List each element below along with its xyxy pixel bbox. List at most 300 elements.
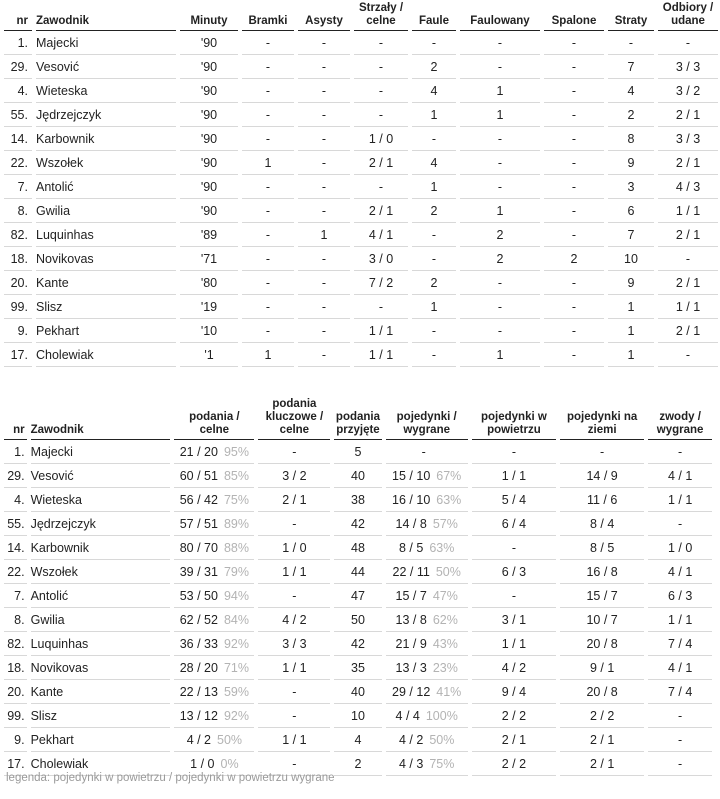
col-header-offsides: Spalone — [544, 2, 604, 31]
fouled-value: - — [460, 319, 540, 343]
col-header-recoveries: Odbiory / udane — [658, 2, 718, 31]
passes-cell-percent: 75% — [223, 492, 249, 507]
player-number: 55. — [4, 103, 32, 127]
offsides-value: - — [544, 223, 604, 247]
key-passes-value: 1 / 1 — [258, 728, 330, 752]
duels-cell-value: 29 / 12 — [392, 684, 431, 699]
dribbles-value: 1 / 0 — [648, 536, 712, 560]
shots-value: - — [354, 31, 408, 55]
duels-cell-value: 13 / 8 — [395, 612, 427, 627]
passes-cell-percent: 59% — [223, 684, 249, 699]
goals-value: 1 — [242, 343, 294, 367]
recoveries-value: - — [658, 31, 718, 55]
recoveries-value: 2 / 1 — [658, 103, 718, 127]
duels-cell-value: 22 / 11 — [392, 564, 430, 579]
player-name: Vesović — [31, 464, 171, 488]
losses-value: 1 — [608, 319, 654, 343]
passes-cell-percent: 92% — [223, 708, 249, 723]
key-passes-value: 2 / 1 — [258, 488, 330, 512]
duels-cell-percent: 43% — [432, 636, 458, 651]
fouls-value: 1 — [412, 103, 456, 127]
passes-cell — [174, 608, 254, 632]
table-row — [4, 151, 718, 175]
fouled-value: - — [460, 271, 540, 295]
col-header-goals: Bramki — [242, 2, 294, 31]
duels-cell-value: 15 / 7 — [395, 588, 427, 603]
passes-cell — [174, 440, 254, 464]
table-row — [4, 175, 718, 199]
minutes-value: '89 — [180, 223, 238, 247]
table-row — [4, 608, 712, 632]
ground-value: 2 / 1 — [560, 752, 644, 776]
offsides-value: - — [544, 79, 604, 103]
losses-value: 9 — [608, 271, 654, 295]
player-name: Gwilia — [36, 199, 176, 223]
col-header-aerial: pojedynki w powietrzu — [472, 398, 556, 440]
key-passes-value: 1 / 0 — [258, 536, 330, 560]
player-name: Slisz — [31, 704, 171, 728]
goals-value: - — [242, 103, 294, 127]
player-name: Gwilia — [31, 608, 171, 632]
ground-value: 20 / 8 — [560, 680, 644, 704]
dribbles-value: 4 / 1 — [648, 656, 712, 680]
fouled-value: - — [460, 295, 540, 319]
table-row — [4, 656, 712, 680]
goals-value: - — [242, 319, 294, 343]
table-row — [4, 223, 718, 247]
duels-cell — [386, 464, 468, 488]
dribbles-value: 1 / 1 — [648, 488, 712, 512]
player-number: 22. — [4, 560, 27, 584]
ground-value: - — [560, 440, 644, 464]
shots-value: 3 / 0 — [354, 247, 408, 271]
losses-value: 10 — [608, 247, 654, 271]
duels-cell-value: 4 / 2 — [399, 732, 424, 747]
recoveries-value: 2 / 1 — [658, 319, 718, 343]
passes-cell-value: 60 / 51 — [179, 468, 218, 483]
offsides-value: - — [544, 295, 604, 319]
table-row — [4, 512, 712, 536]
table-row — [4, 55, 718, 79]
recoveries-value: - — [658, 247, 718, 271]
key-passes-value: - — [258, 584, 330, 608]
player-number: 29. — [4, 464, 27, 488]
received-value: 2 — [334, 752, 381, 776]
aerial-value: 6 / 3 — [472, 560, 556, 584]
losses-value: 4 — [608, 79, 654, 103]
player-number: 55. — [4, 512, 27, 536]
key-passes-value: - — [258, 512, 330, 536]
table-row — [4, 704, 712, 728]
fouls-value: 2 — [412, 199, 456, 223]
duels-cell-percent: 63% — [429, 540, 455, 555]
minutes-value: '10 — [180, 319, 238, 343]
received-value: 42 — [334, 632, 381, 656]
passes-cell-value: 57 / 51 — [179, 516, 218, 531]
fouled-value: 2 — [460, 247, 540, 271]
passes-cell-value: 4 / 2 — [186, 732, 212, 747]
aerial-value: 6 / 4 — [472, 512, 556, 536]
table-row — [4, 488, 712, 512]
passes-cell-value: 56 / 42 — [179, 492, 218, 507]
duels-cell — [386, 752, 468, 776]
match-stats-table — [0, 2, 720, 367]
losses-value: - — [608, 31, 654, 55]
fouls-value: 2 — [412, 55, 456, 79]
offsides-value: - — [544, 103, 604, 127]
table-row — [4, 680, 712, 704]
aerial-value: - — [472, 536, 556, 560]
col-header-key-passes: podania kluczowe / celne — [258, 398, 330, 440]
received-value: 10 — [334, 704, 381, 728]
aerial-value: 4 / 2 — [472, 656, 556, 680]
ground-value: 11 / 6 — [560, 488, 644, 512]
ground-value: 8 / 4 — [560, 512, 644, 536]
player-number: 7. — [4, 584, 27, 608]
minutes-value: '90 — [180, 127, 238, 151]
goals-value: - — [242, 223, 294, 247]
received-value: 48 — [334, 536, 381, 560]
player-number: 1. — [4, 31, 32, 55]
assists-value: - — [298, 247, 350, 271]
minutes-value: '71 — [180, 247, 238, 271]
recoveries-value: 2 / 1 — [658, 271, 718, 295]
passes-cell — [174, 464, 254, 488]
key-passes-value: 4 / 2 — [258, 608, 330, 632]
ground-value: 2 / 1 — [560, 728, 644, 752]
duels-cell-percent: 50% — [435, 564, 461, 579]
fouls-value: 4 — [412, 79, 456, 103]
col-header-losses: Straty — [608, 2, 654, 31]
fouled-value: - — [460, 127, 540, 151]
player-name: Jędrzejczyk — [31, 512, 171, 536]
fouls-value: - — [412, 247, 456, 271]
passes-cell — [174, 536, 254, 560]
fouled-value: 1 — [460, 343, 540, 367]
assists-value: - — [298, 319, 350, 343]
goals-value: - — [242, 247, 294, 271]
passes-cell-percent: 50% — [217, 732, 243, 747]
goals-value: - — [242, 55, 294, 79]
duels-cell-percent: 67% — [436, 468, 462, 483]
duels-cell — [386, 440, 468, 464]
fouls-value: 1 — [412, 295, 456, 319]
minutes-value: '90 — [180, 31, 238, 55]
fouls-value: 1 — [412, 175, 456, 199]
ground-value: 15 / 7 — [560, 584, 644, 608]
duels-cell-value: 15 / 10 — [392, 468, 431, 483]
table-row — [4, 464, 712, 488]
passes-cell — [174, 680, 254, 704]
shots-value: 4 / 1 — [354, 223, 408, 247]
player-number: 14. — [4, 127, 32, 151]
passes-cell — [174, 560, 254, 584]
assists-value: - — [298, 103, 350, 127]
ground-value: 10 / 7 — [560, 608, 644, 632]
shots-value: 1 / 0 — [354, 127, 408, 151]
duels-cell — [386, 728, 468, 752]
minutes-value: '90 — [180, 175, 238, 199]
passes-cell — [174, 488, 254, 512]
duels-cell-percent: 62% — [432, 612, 458, 627]
dribbles-value: 4 / 1 — [648, 464, 712, 488]
aerial-value: 2 / 2 — [472, 704, 556, 728]
col-header-passes: podania / celne — [174, 398, 254, 440]
fouled-value: 1 — [460, 199, 540, 223]
assists-value: - — [298, 55, 350, 79]
col-header-shots: Strzały / celne — [354, 2, 408, 31]
passes-cell-value: 62 / 52 — [179, 612, 218, 627]
player-name: Novikovas — [31, 656, 171, 680]
duels-cell — [386, 680, 468, 704]
fouls-value: - — [412, 31, 456, 55]
fouled-value: - — [460, 55, 540, 79]
shots-value: 1 / 1 — [354, 343, 408, 367]
minutes-value: '90 — [180, 55, 238, 79]
losses-value: 1 — [608, 343, 654, 367]
ground-value: 20 / 8 — [560, 632, 644, 656]
goals-value: - — [242, 271, 294, 295]
player-name: Jędrzejczyk — [36, 103, 176, 127]
duels-cell-value: 21 / 9 — [395, 636, 427, 651]
goals-value: - — [242, 31, 294, 55]
received-value: 5 — [334, 440, 381, 464]
player-name: Karbownik — [36, 127, 176, 151]
table-row — [4, 536, 712, 560]
col-header-nr: nr — [4, 2, 32, 31]
passes-cell — [174, 656, 254, 680]
passes-cell — [174, 584, 254, 608]
assists-value: - — [298, 271, 350, 295]
col-header-nr: nr — [4, 398, 27, 440]
passes-cell-percent: 0% — [220, 756, 239, 771]
received-value: 35 — [334, 656, 381, 680]
fouled-value: - — [460, 151, 540, 175]
offsides-value: - — [544, 199, 604, 223]
shots-value: 2 / 1 — [354, 151, 408, 175]
assists-value: - — [298, 127, 350, 151]
col-header-player: Zawodnik — [31, 398, 171, 440]
duels-cell — [386, 512, 468, 536]
shots-value: 2 / 1 — [354, 199, 408, 223]
player-name: Majecki — [36, 31, 176, 55]
dribbles-value: 7 / 4 — [648, 632, 712, 656]
recoveries-value: 1 / 1 — [658, 295, 718, 319]
offsides-value: - — [544, 343, 604, 367]
offsides-value: - — [544, 175, 604, 199]
minutes-value: '19 — [180, 295, 238, 319]
key-passes-value: - — [258, 680, 330, 704]
received-value: 40 — [334, 680, 381, 704]
passes-cell-percent: 89% — [223, 516, 249, 531]
fouls-value: - — [412, 127, 456, 151]
aerial-value: 1 / 1 — [472, 464, 556, 488]
player-number: 4. — [4, 79, 32, 103]
player-number: 8. — [4, 608, 27, 632]
passes-cell-value: 13 / 12 — [179, 708, 218, 723]
received-value: 50 — [334, 608, 381, 632]
col-header-dribbles: zwody / wygrane — [648, 398, 712, 440]
key-passes-value: 1 / 1 — [258, 656, 330, 680]
col-header-player: Zawodnik — [36, 2, 176, 31]
table-row — [4, 632, 712, 656]
fouls-value: 4 — [412, 151, 456, 175]
table-row — [4, 103, 718, 127]
offsides-value: - — [544, 31, 604, 55]
dribbles-value: 6 / 3 — [648, 584, 712, 608]
col-header-assists: Asysty — [298, 2, 350, 31]
shots-value: - — [354, 55, 408, 79]
received-value: 38 — [334, 488, 381, 512]
offsides-value: - — [544, 151, 604, 175]
dribbles-value: - — [648, 752, 712, 776]
losses-value: 9 — [608, 151, 654, 175]
player-name: Wieteska — [36, 79, 176, 103]
table-row — [4, 79, 718, 103]
duels-cell-percent: 100% — [425, 708, 458, 723]
shots-value: - — [354, 175, 408, 199]
table-row — [4, 319, 718, 343]
player-number: 18. — [4, 247, 32, 271]
player-name: Antolić — [36, 175, 176, 199]
minutes-value: '90 — [180, 199, 238, 223]
passes-cell-percent: 85% — [223, 468, 249, 483]
aerial-value: 3 / 1 — [472, 608, 556, 632]
dribbles-value: 1 / 1 — [648, 608, 712, 632]
col-header-received: podania przyjęte — [334, 398, 381, 440]
duels-cell-percent: 50% — [429, 732, 455, 747]
offsides-value: 2 — [544, 247, 604, 271]
aerial-value: - — [472, 440, 556, 464]
duels-cell-value: 14 / 8 — [395, 516, 427, 531]
header-row — [4, 398, 712, 440]
passes-cell-value: 21 / 20 — [179, 444, 218, 459]
aerial-value: 5 / 4 — [472, 488, 556, 512]
player-number: 82. — [4, 632, 27, 656]
col-header-duels: pojedynki / wygrane — [386, 398, 468, 440]
fouled-value: 1 — [460, 103, 540, 127]
passes-cell-percent: 79% — [223, 564, 249, 579]
player-number: 20. — [4, 271, 32, 295]
received-value: 40 — [334, 464, 381, 488]
assists-value: - — [298, 295, 350, 319]
goals-value: - — [242, 295, 294, 319]
player-name: Cholewiak — [36, 343, 176, 367]
recoveries-value: - — [658, 343, 718, 367]
offsides-value: - — [544, 271, 604, 295]
goals-value: - — [242, 127, 294, 151]
assists-value: - — [298, 151, 350, 175]
minutes-value: '90 — [180, 79, 238, 103]
player-name: Novikovas — [36, 247, 176, 271]
losses-value: 8 — [608, 127, 654, 151]
recoveries-value: 3 / 2 — [658, 79, 718, 103]
goals-value: 1 — [242, 151, 294, 175]
passes-cell-percent: 92% — [223, 636, 249, 651]
player-number: 17. — [4, 752, 27, 776]
offsides-value: - — [544, 319, 604, 343]
duels-cell — [386, 608, 468, 632]
losses-value: 1 — [608, 295, 654, 319]
duels-cell-value: 4 / 3 — [399, 756, 424, 771]
ground-value: 9 / 1 — [560, 656, 644, 680]
table-row — [4, 199, 718, 223]
player-number: 14. — [4, 536, 27, 560]
passes-cell-percent: 88% — [223, 540, 249, 555]
player-name: Luquinhas — [36, 223, 176, 247]
table-row — [4, 295, 718, 319]
player-name: Antolić — [31, 584, 171, 608]
key-passes-value: 3 / 2 — [258, 464, 330, 488]
duels-cell — [386, 632, 468, 656]
offsides-value: - — [544, 127, 604, 151]
header-row — [4, 2, 718, 31]
duels-cell — [386, 656, 468, 680]
fouls-value: 2 — [412, 271, 456, 295]
player-name: Majecki — [31, 440, 171, 464]
recoveries-value: 1 / 1 — [658, 199, 718, 223]
passes-cell-value: 53 / 50 — [179, 588, 218, 603]
recoveries-value: 2 / 1 — [658, 223, 718, 247]
losses-value: 3 — [608, 175, 654, 199]
player-number: 4. — [4, 488, 27, 512]
passes-cell-percent: 84% — [223, 612, 249, 627]
passes-cell — [174, 632, 254, 656]
player-number: 17. — [4, 343, 32, 367]
minutes-value: '90 — [180, 103, 238, 127]
fouled-value: - — [460, 175, 540, 199]
col-header-ground: pojedynki na ziemi — [560, 398, 644, 440]
player-number: 82. — [4, 223, 32, 247]
goals-value: - — [242, 175, 294, 199]
aerial-value: 1 / 1 — [472, 632, 556, 656]
key-passes-value: - — [258, 704, 330, 728]
minutes-value: '80 — [180, 271, 238, 295]
dribbles-value: 4 / 1 — [648, 560, 712, 584]
passes-cell-value: 36 / 33 — [179, 636, 218, 651]
passes-cell-value: 28 / 20 — [179, 660, 218, 675]
aerial-value: - — [472, 584, 556, 608]
table-row — [4, 343, 718, 367]
fouls-value: - — [412, 319, 456, 343]
duels-cell-value: 4 / 4 — [395, 708, 420, 723]
duels-cell-percent: 23% — [432, 660, 458, 675]
passes-cell-percent: 94% — [223, 588, 249, 603]
player-number: 29. — [4, 55, 32, 79]
player-number: 9. — [4, 319, 32, 343]
col-header-fouled: Faulowany — [460, 2, 540, 31]
passes-cell — [174, 728, 254, 752]
key-passes-value: - — [258, 752, 330, 776]
table-row — [4, 560, 712, 584]
fouled-value: 1 — [460, 79, 540, 103]
passes-cell-value: 22 / 13 — [179, 684, 218, 699]
key-passes-value: 1 / 1 — [258, 560, 330, 584]
player-name: Luquinhas — [31, 632, 171, 656]
player-number: 8. — [4, 199, 32, 223]
player-number: 1. — [4, 440, 27, 464]
duels-cell-percent: 75% — [429, 756, 455, 771]
duels-cell-percent: 47% — [432, 588, 458, 603]
passing-duels-table — [0, 398, 716, 776]
player-name: Pekhart — [31, 728, 171, 752]
dribbles-value: - — [648, 704, 712, 728]
table-row — [4, 127, 718, 151]
player-number: 18. — [4, 656, 27, 680]
col-header-fouls: Faule — [412, 2, 456, 31]
received-value: 44 — [334, 560, 381, 584]
table-row — [4, 440, 712, 464]
